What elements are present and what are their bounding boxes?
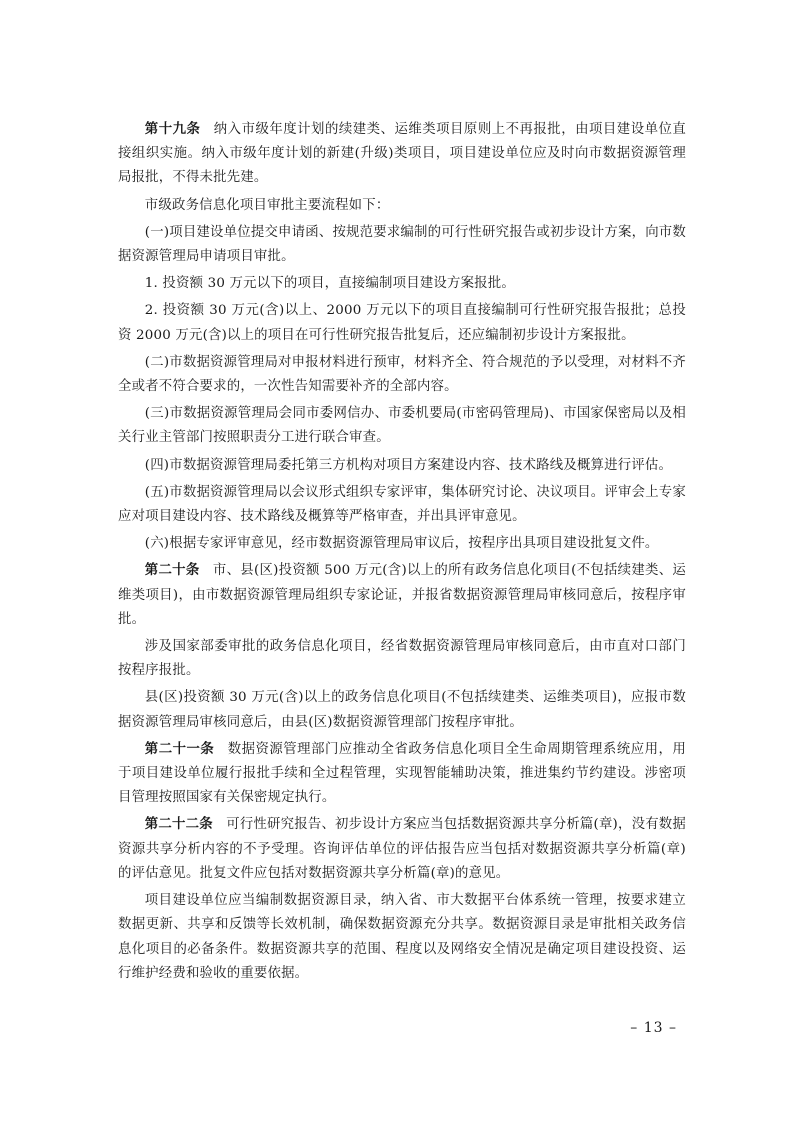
process-step-5-text: (五)市数据资源管理局以会议形式组织专家评审，集体研究讨论、决议项目。评审会上专家应对项目建设内容、技术路线及概算等严格审查，并出具评审意见。: [118, 484, 686, 525]
article-21-paragraph: [118, 738, 686, 811]
process-step-4-text: (四)市数据资源管理局委托第三方机构对项目方案建设内容、技术路线及概算进行评估。: [144, 457, 673, 473]
article-19-text: 纳入市级年度计划的续建类、运维类项目原则上不再报批，由项目建设单位直接组织实施。纳入市级年度计划的新建(升级)类项目，项目建设单位应及时向市数据资源管理局报批，不得未批先建。: [118, 122, 686, 186]
process-step-2: [118, 351, 686, 399]
article-20-county-text: 县(区)投资额 30 万元(含)以上的政务信息化项目(不包括续建类、运维类项目)，应报市数据资源管理局审核同意后，由县(区)数据资源管理部门按程序审批。: [118, 690, 686, 730]
process-step-5: [118, 481, 686, 529]
process-step-6: [118, 532, 686, 556]
document-body: [118, 118, 686, 986]
process-step-4: [118, 454, 686, 478]
article-20-national-paragraph: [118, 635, 686, 683]
article-20-county-paragraph: [118, 686, 686, 734]
article-22-catalog-paragraph: [118, 889, 686, 986]
process-step-3: [118, 402, 686, 450]
page-number: – 13 –: [630, 1020, 677, 1036]
article-22-catalog-text: 项目建设单位应当编制数据资源目录，纳入省、市大数据平台体系统一管理，按要求建立数据更新、共享和反馈等长效机制，确保数据资源充分共享。数据资源目录是审批相关政务信息化项目的必备条件。数据资源共享的范围、程度以及网络安全情况是确定项目建设投资、运行维护经费和验收的重要依据。: [118, 893, 686, 981]
article-20-paragraph: [118, 559, 686, 632]
process-step-1: [118, 221, 686, 269]
article-19-paragraph: [118, 118, 686, 191]
process-step-1-item-2-text: 2. 投资额 30 万元(含)以上、2000 万元以下的项目直接编制可行性研究报告报批；总投资 2000 万元(含)以上的项目在可行性研究报告批复后，还应编制初步设计方案报批。: [118, 303, 686, 343]
process-step-6-text: (六)根据专家评审意见，经市数据资源管理局审议后，按程序出具项目建设批复文件。: [144, 536, 659, 552]
article-22-heading: 第二十二条: [144, 817, 213, 833]
article-20-national-text: 涉及国家部委审批的政务信息化项目，经省数据资源管理局审核同意后，由市直对口部门按程序报批。: [118, 639, 686, 679]
approval-process-intro: [118, 194, 686, 218]
article-21-heading: 第二十一条: [144, 741, 215, 757]
process-step-3-text: (三)市数据资源管理局会同市委网信办、市委机要局(市密码管理局)、市国家保密局以及相关行业主管部门按照职责分工进行联合审查。: [118, 406, 686, 446]
process-step-1-item-1: [118, 272, 686, 296]
process-step-2-text: (二)市数据资源管理局对申报材料进行预审，材料齐全、符合规范的予以受理，对材料不齐全或者不符合要求的，一次性告知需要补齐的全部内容。: [118, 354, 686, 395]
process-step-1-item-1-text: 1. 投资额 30 万元以下的项目，直接编制项目建设方案报批。: [144, 276, 515, 292]
approval-process-intro-text: 市级政务信息化项目审批主要流程如下：: [144, 197, 390, 213]
process-step-1-item-2: [118, 299, 686, 347]
article-20-text: 市、县(区)投资额 500 万元(含)以上的所有政务信息化项目(不包括续建类、运维类项目)，由市数据资源管理局组织专家论证，并报省数据资源管理局审核同意后，按程序审批。: [118, 563, 686, 627]
article-22-paragraph: [118, 813, 686, 886]
article-22-text: 可行性研究报告、初步设计方案应当包括数据资源共享分析篇(章)，没有数据资源共享分析内容的不予受理。咨询评估单位的评估报告应当包括对数据资源共享分析篇(章)的评估意见。批复文件应包括对数据资源共享分析篇(章)的意见。: [118, 817, 687, 881]
article-20-heading: 第二十条: [144, 563, 200, 579]
article-19-heading: 第十九条: [144, 122, 201, 137]
process-step-1-text: (一)项目建设单位提交申请函、按规范要求编制的可行性研究报告或初步设计方案，向市数据资源管理局申请项目审批。: [118, 224, 686, 265]
article-21-text: 数据资源管理部门应推动全省政务信息化项目全生命周期管理系统应用，用于项目建设单位履行报批手续和全过程管理，实现智能辅助决策，推进集约节约建设。涉密项目管理按照国家有关保密规定执行。: [118, 741, 686, 806]
